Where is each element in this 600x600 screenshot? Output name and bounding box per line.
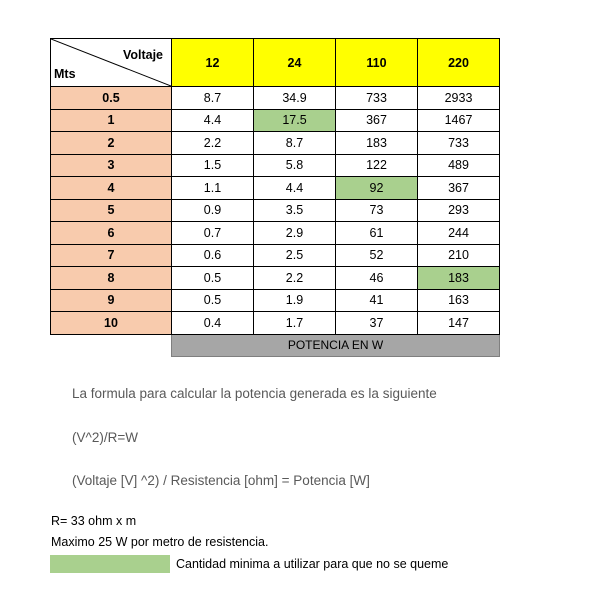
corner-voltaje-label: Voltaje	[122, 48, 163, 62]
unit-row	[51, 334, 500, 356]
value-cell: 4.4	[254, 177, 336, 200]
mts-cell: 4	[51, 177, 172, 200]
value-cell: 2.5	[254, 244, 336, 267]
voltage-header-220: 220	[418, 39, 500, 87]
table-row	[51, 154, 500, 177]
value-cell: 0.5	[172, 289, 254, 312]
value-cell: 183	[336, 132, 418, 155]
value-cell: 2.2	[172, 132, 254, 155]
mts-cell: 10	[51, 312, 172, 335]
value-cell: 147	[418, 312, 500, 335]
mts-cell: 8	[51, 267, 172, 290]
power-table	[50, 38, 500, 357]
value-cell: 1.5	[172, 154, 254, 177]
value-cell: 367	[336, 109, 418, 132]
value-cell: 122	[336, 154, 418, 177]
value-cell: 1467	[418, 109, 500, 132]
table-row	[51, 132, 500, 155]
corner-cell	[51, 39, 172, 87]
mts-cell: 0.5	[51, 87, 172, 110]
highlighted-value-cell: 92	[336, 177, 418, 200]
value-cell: 163	[418, 289, 500, 312]
max-power-note: Maximo 25 W por metro de resistencia.	[51, 535, 269, 549]
value-cell: 37	[336, 312, 418, 335]
value-cell: 0.6	[172, 244, 254, 267]
value-cell: 733	[336, 87, 418, 110]
value-cell: 293	[418, 199, 500, 222]
table-row	[51, 109, 500, 132]
unit-label-bar: POTENCIA EN W	[172, 334, 500, 356]
value-cell: 1.7	[254, 312, 336, 335]
table-row	[51, 199, 500, 222]
mts-cell: 9	[51, 289, 172, 312]
blank-cell	[51, 334, 172, 356]
table-row	[51, 222, 500, 245]
mts-cell: 1	[51, 109, 172, 132]
header-row	[51, 39, 500, 87]
formula-intro: La formula para calcular la potencia generada es la siguiente	[72, 386, 437, 401]
value-cell: 367	[418, 177, 500, 200]
table-row	[51, 289, 500, 312]
mts-cell: 7	[51, 244, 172, 267]
resistance-note: R= 33 ohm x m	[51, 514, 137, 528]
value-cell: 34.9	[254, 87, 336, 110]
value-cell: 0.4	[172, 312, 254, 335]
value-cell: 2933	[418, 87, 500, 110]
value-cell: 210	[418, 244, 500, 267]
mts-cell: 5	[51, 199, 172, 222]
table-row	[51, 244, 500, 267]
mts-cell: 6	[51, 222, 172, 245]
value-cell: 41	[336, 289, 418, 312]
value-cell: 733	[418, 132, 500, 155]
legend-label: Cantidad minima a utilizar para que no se queme	[176, 557, 449, 571]
value-cell: 2.2	[254, 267, 336, 290]
value-cell: 73	[336, 199, 418, 222]
value-cell: 8.7	[172, 87, 254, 110]
value-cell: 3.5	[254, 199, 336, 222]
highlighted-value-cell: 17.5	[254, 109, 336, 132]
highlighted-value-cell: 183	[418, 267, 500, 290]
formula-long: (Voltaje [V] ^2) / Resistencia [ohm] = Potencia [W]	[72, 473, 370, 488]
value-cell: 0.7	[172, 222, 254, 245]
value-cell: 8.7	[254, 132, 336, 155]
table-row	[51, 177, 500, 200]
mts-cell: 3	[51, 154, 172, 177]
value-cell: 1.1	[172, 177, 254, 200]
value-cell: 4.4	[172, 109, 254, 132]
table-row	[51, 87, 500, 110]
value-cell: 0.5	[172, 267, 254, 290]
voltage-header-24: 24	[254, 39, 336, 87]
value-cell: 2.9	[254, 222, 336, 245]
corner-mts-label: Mts	[54, 67, 76, 81]
value-cell: 244	[418, 222, 500, 245]
legend-color-swatch	[50, 555, 170, 573]
mts-cell: 2	[51, 132, 172, 155]
value-cell: 52	[336, 244, 418, 267]
value-cell: 1.9	[254, 289, 336, 312]
value-cell: 61	[336, 222, 418, 245]
value-cell: 5.8	[254, 154, 336, 177]
voltage-header-12: 12	[172, 39, 254, 87]
table-row	[51, 312, 500, 335]
table-row	[51, 267, 500, 290]
value-cell: 0.9	[172, 199, 254, 222]
formula-short: (V^2)/R=W	[72, 430, 138, 445]
voltage-header-110: 110	[336, 39, 418, 87]
value-cell: 46	[336, 267, 418, 290]
value-cell: 489	[418, 154, 500, 177]
